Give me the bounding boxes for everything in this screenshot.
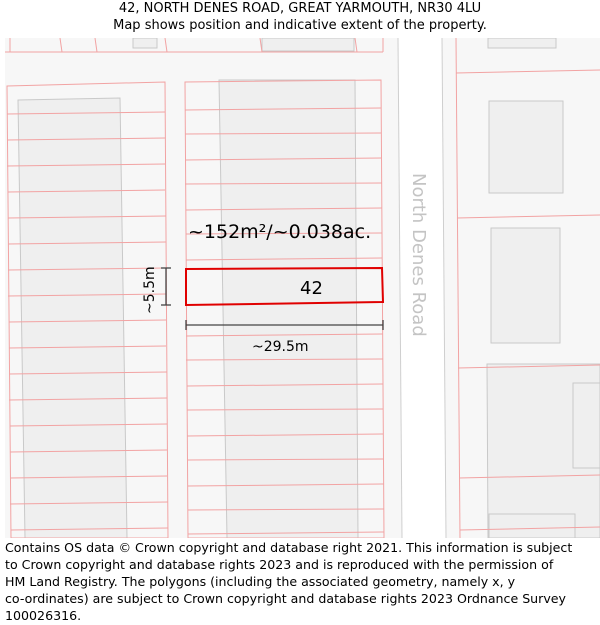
width-dimension-label: ~29.5m [252, 339, 309, 355]
property-address: 42, NORTH DENES ROAD, GREAT YARMOUTH, NR30 4LU [118, 1, 482, 16]
copyright-notice [5, 539, 597, 624]
map-canvas [5, 38, 600, 538]
road-name-label: North Denes Road [408, 173, 429, 337]
map-header [0, 0, 600, 38]
map-subtitle: Map shows position and indicative extent of the property. [113, 18, 487, 33]
copyright-line: 100026316. [5, 608, 82, 623]
height-dimension-label: ~5.5m [142, 266, 158, 314]
copyright-line: co-ordinates) are subject to Crown copyright and database rights 2023 Ordnance Survey [5, 591, 566, 606]
copyright-line: Contains OS data © Crown copyright and database right 2021. This information is subject [5, 540, 573, 555]
copyright-line: HM Land Registry. The polygons (including the associated geometry, namely x, y [5, 574, 516, 589]
map-view[interactable] [5, 38, 600, 538]
left-buildings [18, 98, 127, 538]
copyright-line: to Crown copyright and database rights 2023 and is reproduced with the permission of [5, 557, 554, 572]
middle-buildings [219, 80, 358, 538]
property-number-label: 42 [300, 278, 323, 299]
area-label: ~152m²/~0.038ac. [188, 221, 372, 243]
